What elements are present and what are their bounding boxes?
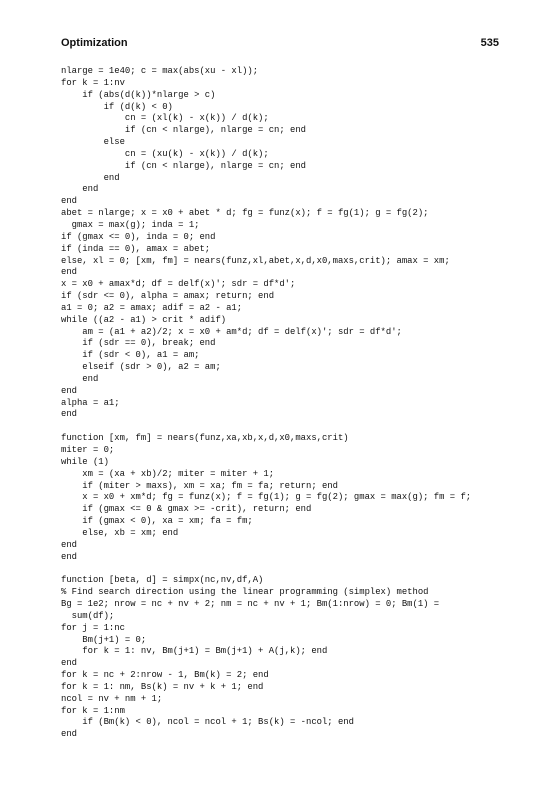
code-line: for k = 1: nm, Bs(k) = nv + k + 1; end <box>61 681 264 692</box>
code-line: abet = nlarge; x = x0 + abet * d; fg = funz(x); f = fg(1); g = fg(2); <box>61 208 429 219</box>
code-line: end <box>61 385 77 396</box>
code-line: elseif (sdr > 0), a2 = am; <box>61 362 221 373</box>
code-line: end <box>61 196 77 207</box>
code-line: if (sdr <= 0), alpha = amax; return; end <box>61 291 275 302</box>
code-line: for j = 1:nc <box>61 622 125 633</box>
code-line: gmax = max(g); inda = 1; <box>61 219 200 230</box>
code-line: end <box>61 184 99 195</box>
code-listing <box>61 66 531 741</box>
code-line: end <box>61 373 99 384</box>
code-line <box>61 421 531 433</box>
code-line: am = (a1 + a2)/2; x = x0 + am*d; df = delf(x)'; sdr = df*d'; <box>61 326 402 337</box>
code-line: x = x0 + xm*d; fg = funz(x); f = fg(1); g = fg(2); gmax = max(g); fm = f; <box>61 492 472 503</box>
code-line: end <box>61 551 77 562</box>
code-line: alpha = a1; <box>61 397 120 408</box>
code-line: for k = 1:nm <box>61 705 125 716</box>
code-line: if (sdr == 0), break; end <box>61 338 216 349</box>
code-line: x = x0 + amax*d; df = delf(x)'; sdr = df*d'; <box>61 279 296 290</box>
code-line: else <box>61 137 125 148</box>
code-line: while ((a2 - a1) > crit * adif) <box>61 314 227 325</box>
code-line: Bg = 1e2; nrow = nc + nv + 2; nm = nc + nv + 1; Bm(1:nrow) = 0; Bm(1) = <box>61 598 440 609</box>
section-title: Optimization <box>61 37 128 49</box>
code-line: sum(df); <box>61 610 115 621</box>
code-line: end <box>61 658 77 669</box>
code-line: if (miter > maxs), xm = xa; fm = fa; return; end <box>61 480 338 491</box>
code-line: function [beta, d] = simpx(nc,nv,df,A) <box>61 575 264 586</box>
code-line: if (gmax <= 0 & gmax >= -crit), return; end <box>61 504 312 515</box>
running-header <box>61 37 499 53</box>
code-line: if (abs(d(k))*nlarge > c) <box>61 89 216 100</box>
code-line: for k = 1:nv <box>61 77 125 88</box>
code-line: ncol = nv + nm + 1; <box>61 693 163 704</box>
code-line: Bm(j+1) = 0; <box>61 634 147 645</box>
code-line: if (cn < nlarge), nlarge = cn; end <box>61 160 306 171</box>
code-line: if (gmax <= 0), inda = 0; end <box>61 231 216 242</box>
code-line: if (d(k) < 0) <box>61 101 173 112</box>
code-line: nlarge = 1e40; c = max(abs(xu - xl)); <box>61 66 259 76</box>
code-line: end <box>61 409 77 420</box>
code-line: end <box>61 729 77 740</box>
code-line: a1 = 0; a2 = amax; adif = a2 - a1; <box>61 302 243 313</box>
code-line: if (inda == 0), amax = abet; <box>61 243 211 254</box>
code-line: while (1) <box>61 456 109 467</box>
code-line: if (cn < nlarge), nlarge = cn; end <box>61 125 306 136</box>
code-line: end <box>61 539 77 550</box>
page-number: 535 <box>480 37 499 49</box>
code-line: function [xm, fm] = nears(funz,xa,xb,x,d,x0,maxs,crit) <box>61 433 349 444</box>
code-line: for k = nc + 2:nrow - 1, Bm(k) = 2; end <box>61 670 269 681</box>
code-line: else, xb = xm; end <box>61 527 179 538</box>
code-line: end <box>61 172 120 183</box>
code-line <box>61 563 531 575</box>
code-line: for k = 1: nv, Bm(j+1) = Bm(j+1) + A(j,k); end <box>61 646 328 657</box>
code-line: else, xl = 0; [xm, fm] = nears(funz,xl,abet,x,d,x0,maxs,crit); amax = xm; <box>61 255 450 266</box>
code-line: if (Bm(k) < 0), ncol = ncol + 1; Bs(k) = -ncol; end <box>61 717 354 728</box>
code-line: if (gmax < 0), xa = xm; fa = fm; <box>61 516 253 527</box>
code-line: miter = 0; <box>61 445 115 455</box>
code-line: cn = (xl(k) - x(k)) / d(k); <box>61 113 269 124</box>
code-line: cn = (xu(k) - x(k)) / d(k); <box>61 148 269 159</box>
code-line: if (sdr < 0), a1 = am; <box>61 350 200 361</box>
code-line: % Find search direction using the linear programming (simplex) method <box>61 587 429 598</box>
code-line: xm = (xa + xb)/2; miter = miter + 1; <box>61 468 275 479</box>
code-line: end <box>61 267 77 278</box>
